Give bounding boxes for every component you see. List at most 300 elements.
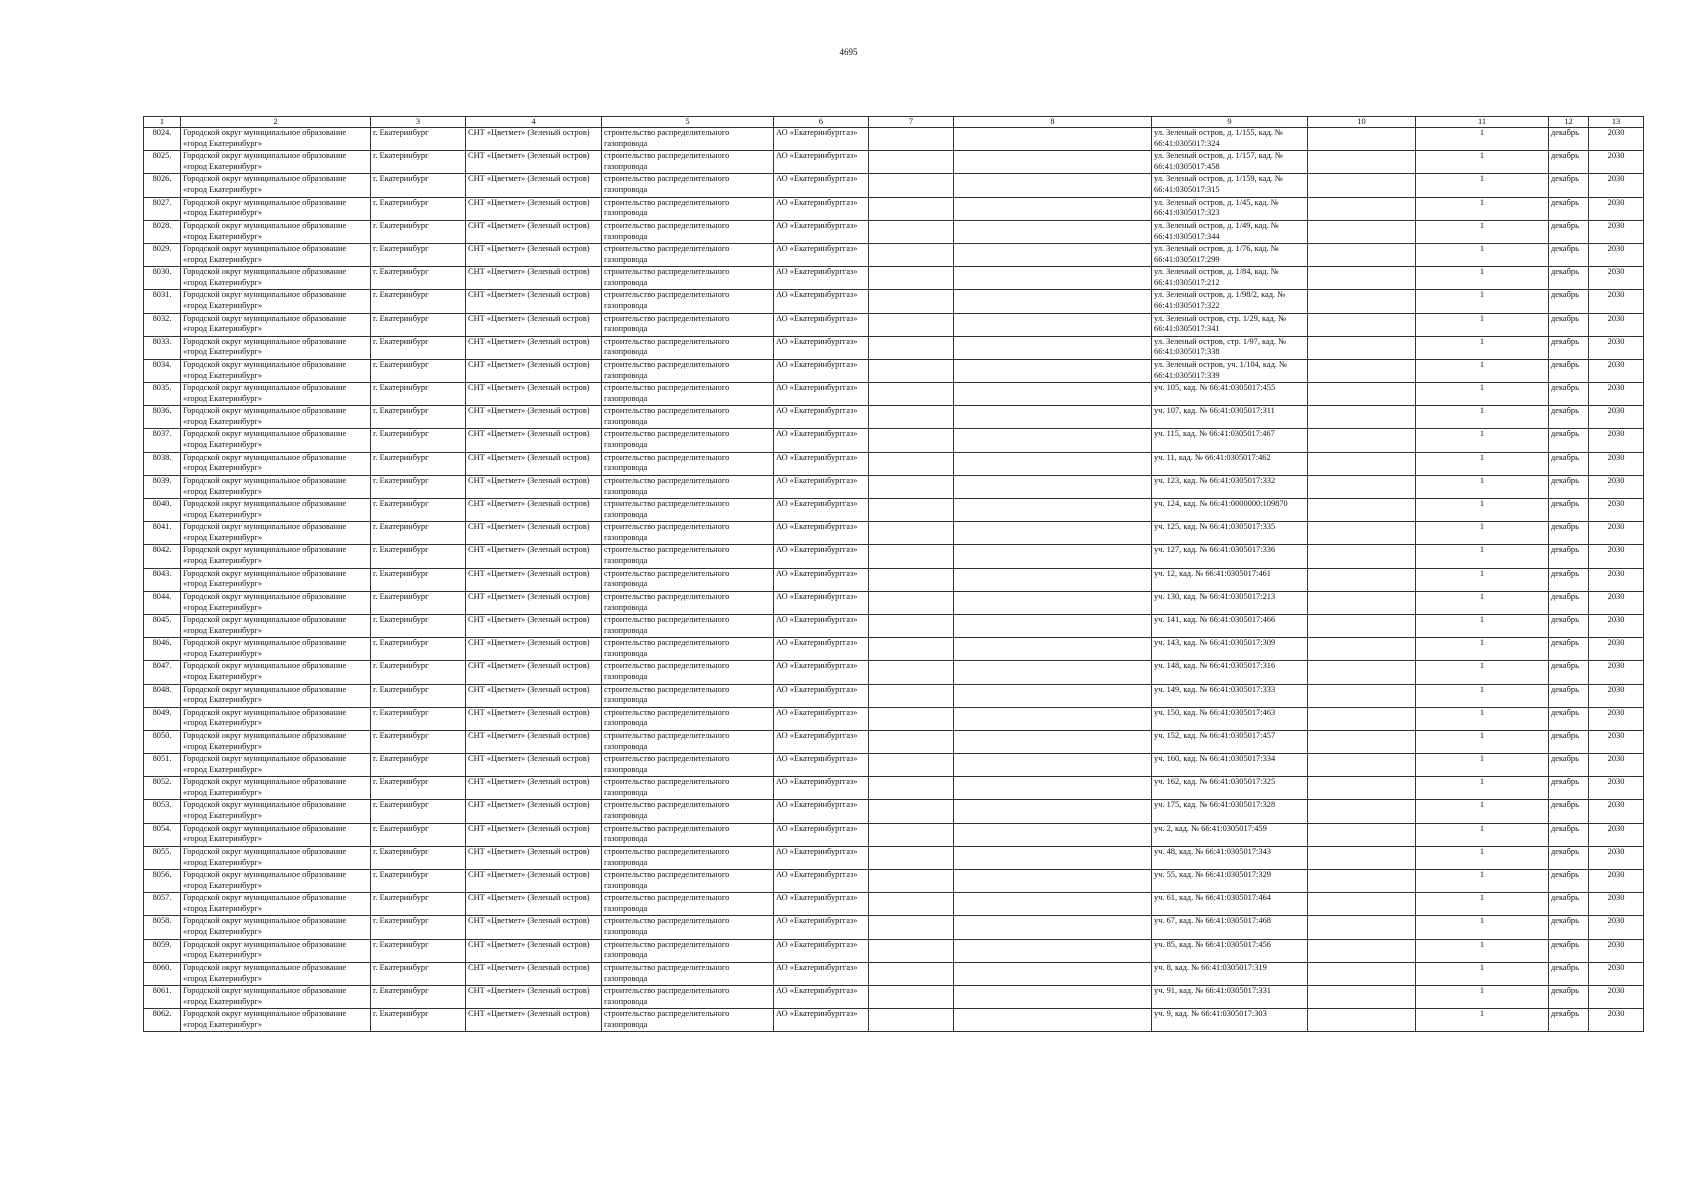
empty-cell [954,730,1152,753]
quantity-cell: 1 [1416,638,1549,661]
quantity-cell: 1 [1416,522,1549,545]
city-cell: г. Екатеринбург [371,638,466,661]
work-cell: строительство распределительного газопровода [602,429,774,452]
owner-cell: Городской округ муниципальное образование «город Екатеринбург» [181,336,371,359]
owner-cell: Городской округ муниципальное образование «город Екатеринбург» [181,197,371,220]
city-cell: г. Екатеринбург [371,591,466,614]
row-number-cell: 8028. [144,220,181,243]
snt-cell: СНТ «Цветмет» (Зеленый остров) [466,452,602,475]
empty-cell [954,916,1152,939]
work-cell: строительство распределительного газопровода [602,220,774,243]
quantity-cell: 1 [1416,730,1549,753]
table-row [144,846,1644,869]
owner-cell: Городской округ муниципальное образование «город Екатеринбург» [181,406,371,429]
quantity-cell: 1 [1416,197,1549,220]
address-cell: ул. Зеленый остров, стр. 1/29, кад. № 66:41:0305017:341 [1152,313,1308,336]
table-row [144,383,1644,406]
organization-cell: АО «Екатеринбурггаз» [774,777,869,800]
work-cell: строительство распределительного газопровода [602,197,774,220]
empty-cell [954,290,1152,313]
table-row [144,800,1644,823]
empty-cell [954,475,1152,498]
city-cell: г. Екатеринбург [371,522,466,545]
organization-cell: АО «Екатеринбурггаз» [774,568,869,591]
empty-cell [869,661,954,684]
snt-cell: СНТ «Цветмет» (Зеленый остров) [466,383,602,406]
table-row [144,870,1644,893]
header-cell: 1 [144,117,181,128]
empty-cell [1308,846,1416,869]
organization-cell: АО «Екатеринбурггаз» [774,499,869,522]
work-cell: строительство распределительного газопровода [602,568,774,591]
empty-cell [869,336,954,359]
quantity-cell: 1 [1416,429,1549,452]
address-cell: уч. 9, кад. № 66:41:0305017:303 [1152,1009,1308,1032]
header-cell: 7 [869,117,954,128]
snt-cell: СНТ «Цветмет» (Зеленый остров) [466,475,602,498]
organization-cell: АО «Екатеринбурггаз» [774,197,869,220]
year-cell: 2030 [1589,545,1644,568]
organization-cell: АО «Екатеринбурггаз» [774,591,869,614]
organization-cell: АО «Екатеринбурггаз» [774,870,869,893]
city-cell: г. Екатеринбург [371,174,466,197]
table-row [144,591,1644,614]
month-cell: декабрь [1549,893,1589,916]
table-row [144,406,1644,429]
owner-cell: Городской округ муниципальное образование «город Екатеринбург» [181,730,371,753]
year-cell: 2030 [1589,638,1644,661]
quantity-cell: 1 [1416,707,1549,730]
organization-cell: АО «Екатеринбурггаз» [774,962,869,985]
year-cell: 2030 [1589,800,1644,823]
empty-cell [954,243,1152,266]
empty-cell [1308,128,1416,151]
address-cell: ул. Зеленый остров, д. 1/157, кад. № 66:41:0305017:458 [1152,151,1308,174]
month-cell: декабрь [1549,290,1589,313]
row-number-cell: 8054. [144,823,181,846]
empty-cell [869,429,954,452]
organization-cell: АО «Екатеринбурггаз» [774,916,869,939]
city-cell: г. Екатеринбург [371,220,466,243]
snt-cell: СНТ «Цветмет» (Зеленый остров) [466,128,602,151]
month-cell: декабрь [1549,174,1589,197]
owner-cell: Городской округ муниципальное образование «город Екатеринбург» [181,151,371,174]
month-cell: декабрь [1549,916,1589,939]
table-row [144,707,1644,730]
work-cell: строительство распределительного газопровода [602,939,774,962]
row-number-cell: 8052. [144,777,181,800]
table-row [144,823,1644,846]
quantity-cell: 1 [1416,684,1549,707]
month-cell: декабрь [1549,730,1589,753]
quantity-cell: 1 [1416,499,1549,522]
table-row [144,1009,1644,1032]
month-cell: декабрь [1549,777,1589,800]
empty-cell [1308,707,1416,730]
address-cell: уч. 152, кад. № 66:41:0305017:457 [1152,730,1308,753]
table-row [144,336,1644,359]
work-cell: строительство распределительного газопровода [602,475,774,498]
year-cell: 2030 [1589,267,1644,290]
city-cell: г. Екатеринбург [371,661,466,684]
header-cell: 5 [602,117,774,128]
empty-cell [1308,243,1416,266]
organization-cell: АО «Екатеринбурггаз» [774,475,869,498]
empty-cell [1308,267,1416,290]
empty-cell [869,985,954,1008]
empty-cell [869,290,954,313]
organization-cell: АО «Екатеринбурггаз» [774,313,869,336]
work-cell: строительство распределительного газопровода [602,452,774,475]
address-cell: уч. 105, кад. № 66:41:0305017:455 [1152,383,1308,406]
address-cell: уч. 125, кад. № 66:41:0305017:335 [1152,522,1308,545]
organization-cell: АО «Екатеринбурггаз» [774,614,869,637]
empty-cell [869,870,954,893]
quantity-cell: 1 [1416,359,1549,382]
snt-cell: СНТ «Цветмет» (Зеленый остров) [466,684,602,707]
empty-cell [869,359,954,382]
empty-cell [954,313,1152,336]
row-number-cell: 8058. [144,916,181,939]
snt-cell: СНТ «Цветмет» (Зеленый остров) [466,893,602,916]
address-cell: уч. 162, кад. № 66:41:0305017:325 [1152,777,1308,800]
empty-cell [954,359,1152,382]
snt-cell: СНТ «Цветмет» (Зеленый остров) [466,151,602,174]
quantity-cell: 1 [1416,962,1549,985]
empty-cell [954,638,1152,661]
row-number-cell: 8056. [144,870,181,893]
empty-cell [1308,893,1416,916]
city-cell: г. Екатеринбург [371,336,466,359]
organization-cell: АО «Екатеринбурггаз» [774,800,869,823]
month-cell: декабрь [1549,638,1589,661]
header-row [144,117,1644,128]
snt-cell: СНТ «Цветмет» (Зеленый остров) [466,1009,602,1032]
snt-cell: СНТ «Цветмет» (Зеленый остров) [466,267,602,290]
quantity-cell: 1 [1416,777,1549,800]
row-number-cell: 8059. [144,939,181,962]
address-cell: уч. 48, кад. № 66:41:0305017:343 [1152,846,1308,869]
empty-cell [1308,1009,1416,1032]
organization-cell: АО «Екатеринбурггаз» [774,730,869,753]
month-cell: декабрь [1549,383,1589,406]
empty-cell [954,1009,1152,1032]
empty-cell [954,777,1152,800]
quantity-cell: 1 [1416,151,1549,174]
city-cell: г. Екатеринбург [371,359,466,382]
empty-cell [869,522,954,545]
table-row [144,614,1644,637]
month-cell: декабрь [1549,545,1589,568]
month-cell: декабрь [1549,846,1589,869]
row-number-cell: 8048. [144,684,181,707]
owner-cell: Городской округ муниципальное образование «город Екатеринбург» [181,383,371,406]
work-cell: строительство распределительного газопровода [602,614,774,637]
year-cell: 2030 [1589,220,1644,243]
work-cell: строительство распределительного газопровода [602,893,774,916]
city-cell: г. Екатеринбург [371,499,466,522]
empty-cell [869,499,954,522]
quantity-cell: 1 [1416,406,1549,429]
month-cell: декабрь [1549,243,1589,266]
empty-cell [869,962,954,985]
month-cell: декабрь [1549,962,1589,985]
empty-cell [954,939,1152,962]
quantity-cell: 1 [1416,614,1549,637]
empty-cell [869,684,954,707]
owner-cell: Городской округ муниципальное образование «город Екатеринбург» [181,568,371,591]
header-cell: 13 [1589,117,1644,128]
owner-cell: Городской округ муниципальное образование «город Екатеринбург» [181,1009,371,1032]
empty-cell [869,313,954,336]
empty-cell [1308,499,1416,522]
page-number: 4695 [839,47,858,57]
snt-cell: СНТ «Цветмет» (Зеленый остров) [466,290,602,313]
snt-cell: СНТ «Цветмет» (Зеленый остров) [466,730,602,753]
quantity-cell: 1 [1416,939,1549,962]
address-cell: ул. Зеленый остров, д. 1/49, кад. № 66:41:0305017:344 [1152,220,1308,243]
header-cell: 2 [181,117,371,128]
snt-cell: СНТ «Цветмет» (Зеленый остров) [466,870,602,893]
snt-cell: СНТ «Цветмет» (Зеленый остров) [466,916,602,939]
address-cell: ул. Зеленый остров, д. 1/45, кад. № 66:41:0305017:323 [1152,197,1308,220]
address-cell: уч. 124, кад. № 66:41:0000000:109870 [1152,499,1308,522]
work-cell: строительство распределительного газопровода [602,707,774,730]
city-cell: г. Екатеринбург [371,614,466,637]
address-cell: ул. Зеленый остров, д. 1/98/2, кад. № 66:41:0305017:322 [1152,290,1308,313]
row-number-cell: 8047. [144,661,181,684]
row-number-cell: 8050. [144,730,181,753]
organization-cell: АО «Екатеринбурггаз» [774,290,869,313]
row-number-cell: 8038. [144,452,181,475]
row-number-cell: 8031. [144,290,181,313]
city-cell: г. Екатеринбург [371,452,466,475]
organization-cell: АО «Екатеринбурггаз» [774,638,869,661]
address-cell: уч. 148, кад. № 66:41:0305017:316 [1152,661,1308,684]
snt-cell: СНТ «Цветмет» (Зеленый остров) [466,777,602,800]
empty-cell [954,823,1152,846]
snt-cell: СНТ «Цветмет» (Зеленый остров) [466,243,602,266]
owner-cell: Городской округ муниципальное образование «город Екатеринбург» [181,800,371,823]
year-cell: 2030 [1589,568,1644,591]
owner-cell: Городской округ муниципальное образование «город Екатеринбург» [181,267,371,290]
city-cell: г. Екатеринбург [371,939,466,962]
year-cell: 2030 [1589,777,1644,800]
work-cell: строительство распределительного газопровода [602,823,774,846]
organization-cell: АО «Екатеринбурггаз» [774,220,869,243]
city-cell: г. Екатеринбург [371,823,466,846]
year-cell: 2030 [1589,359,1644,382]
table-row [144,197,1644,220]
empty-cell [1308,591,1416,614]
year-cell: 2030 [1589,151,1644,174]
empty-cell [954,754,1152,777]
table-row [144,985,1644,1008]
empty-cell [869,1009,954,1032]
owner-cell: Городской округ муниципальное образование «город Екатеринбург» [181,475,371,498]
quantity-cell: 1 [1416,220,1549,243]
schedule-table [143,116,1644,1032]
city-cell: г. Екатеринбург [371,197,466,220]
empty-cell [869,128,954,151]
work-cell: строительство распределительного газопровода [602,128,774,151]
snt-cell: СНТ «Цветмет» (Зеленый остров) [466,499,602,522]
table-row [144,267,1644,290]
empty-cell [1308,174,1416,197]
empty-cell [1308,475,1416,498]
snt-cell: СНТ «Цветмет» (Зеленый остров) [466,823,602,846]
empty-cell [869,383,954,406]
month-cell: декабрь [1549,197,1589,220]
organization-cell: АО «Екатеринбурггаз» [774,545,869,568]
quantity-cell: 1 [1416,174,1549,197]
address-cell: уч. 175, кад. № 66:41:0305017:328 [1152,800,1308,823]
work-cell: строительство распределительного газопровода [602,730,774,753]
header-cell: 6 [774,117,869,128]
snt-cell: СНТ «Цветмет» (Зеленый остров) [466,661,602,684]
year-cell: 2030 [1589,823,1644,846]
work-cell: строительство распределительного газопровода [602,243,774,266]
city-cell: г. Екатеринбург [371,290,466,313]
empty-cell [1308,870,1416,893]
month-cell: декабрь [1549,406,1589,429]
snt-cell: СНТ «Цветмет» (Зеленый остров) [466,962,602,985]
empty-cell [869,174,954,197]
empty-cell [869,568,954,591]
owner-cell: Городской округ муниципальное образование «город Екатеринбург» [181,591,371,614]
month-cell: декабрь [1549,151,1589,174]
empty-cell [954,406,1152,429]
year-cell: 2030 [1589,475,1644,498]
row-number-cell: 8024. [144,128,181,151]
address-cell: ул. Зеленый остров, д. 1/159, кад. № 66:41:0305017:315 [1152,174,1308,197]
organization-cell: АО «Екатеринбурггаз» [774,846,869,869]
quantity-cell: 1 [1416,336,1549,359]
empty-cell [869,638,954,661]
empty-cell [869,614,954,637]
empty-cell [954,893,1152,916]
empty-cell [869,267,954,290]
work-cell: строительство распределительного газопровода [602,846,774,869]
quantity-cell: 1 [1416,823,1549,846]
owner-cell: Городской округ муниципальное образование «город Екатеринбург» [181,499,371,522]
address-cell: уч. 130, кад. № 66:41:0305017:213 [1152,591,1308,614]
empty-cell [954,220,1152,243]
snt-cell: СНТ «Цветмет» (Зеленый остров) [466,754,602,777]
quantity-cell: 1 [1416,985,1549,1008]
empty-cell [954,985,1152,1008]
month-cell: декабрь [1549,754,1589,777]
snt-cell: СНТ «Цветмет» (Зеленый остров) [466,406,602,429]
row-number-cell: 8040. [144,499,181,522]
owner-cell: Городской округ муниципальное образование «город Екатеринбург» [181,522,371,545]
snt-cell: СНТ «Цветмет» (Зеленый остров) [466,174,602,197]
work-cell: строительство распределительного газопровода [602,383,774,406]
organization-cell: АО «Екатеринбурггаз» [774,661,869,684]
city-cell: г. Екатеринбург [371,962,466,985]
owner-cell: Городской округ муниципальное образование «город Екатеринбург» [181,545,371,568]
work-cell: строительство распределительного газопровода [602,1009,774,1032]
snt-cell: СНТ «Цветмет» (Зеленый остров) [466,614,602,637]
quantity-cell: 1 [1416,846,1549,869]
work-cell: строительство распределительного газопровода [602,777,774,800]
year-cell: 2030 [1589,985,1644,1008]
empty-cell [954,128,1152,151]
empty-cell [1308,823,1416,846]
quantity-cell: 1 [1416,870,1549,893]
owner-cell: Городской округ муниципальное образование «город Екатеринбург» [181,870,371,893]
snt-cell: СНТ «Цветмет» (Зеленый остров) [466,359,602,382]
year-cell: 2030 [1589,684,1644,707]
owner-cell: Городской округ муниципальное образование «город Екатеринбург» [181,313,371,336]
row-number-cell: 8027. [144,197,181,220]
snt-cell: СНТ «Цветмет» (Зеленый остров) [466,568,602,591]
month-cell: декабрь [1549,800,1589,823]
empty-cell [1308,197,1416,220]
year-cell: 2030 [1589,197,1644,220]
row-number-cell: 8046. [144,638,181,661]
month-cell: декабрь [1549,336,1589,359]
empty-cell [1308,383,1416,406]
snt-cell: СНТ «Цветмет» (Зеленый остров) [466,220,602,243]
month-cell: декабрь [1549,985,1589,1008]
owner-cell: Городской округ муниципальное образование «город Екатеринбург» [181,684,371,707]
quantity-cell: 1 [1416,475,1549,498]
address-cell: уч. 67, кад. № 66:41:0305017:468 [1152,916,1308,939]
header-cell: 3 [371,117,466,128]
organization-cell: АО «Екатеринбурггаз» [774,939,869,962]
year-cell: 2030 [1589,522,1644,545]
month-cell: декабрь [1549,1009,1589,1032]
address-cell: уч. 127, кад. № 66:41:0305017:336 [1152,545,1308,568]
row-number-cell: 8053. [144,800,181,823]
quantity-cell: 1 [1416,313,1549,336]
empty-cell [1308,336,1416,359]
year-cell: 2030 [1589,939,1644,962]
empty-cell [954,614,1152,637]
table-body [144,128,1644,1032]
row-number-cell: 8044. [144,591,181,614]
year-cell: 2030 [1589,452,1644,475]
empty-cell [1308,730,1416,753]
empty-cell [869,197,954,220]
row-number-cell: 8049. [144,707,181,730]
empty-cell [954,545,1152,568]
organization-cell: АО «Екатеринбурггаз» [774,893,869,916]
address-cell: уч. 123, кад. № 66:41:0305017:332 [1152,475,1308,498]
year-cell: 2030 [1589,128,1644,151]
year-cell: 2030 [1589,730,1644,753]
empty-cell [1308,151,1416,174]
city-cell: г. Екатеринбург [371,754,466,777]
empty-cell [1308,638,1416,661]
month-cell: декабрь [1549,475,1589,498]
empty-cell [869,220,954,243]
work-cell: строительство распределительного газопровода [602,151,774,174]
work-cell: строительство распределительного газопровода [602,313,774,336]
month-cell: декабрь [1549,823,1589,846]
year-cell: 2030 [1589,893,1644,916]
work-cell: строительство распределительного газопровода [602,267,774,290]
table-row [144,220,1644,243]
table-row [144,359,1644,382]
empty-cell [1308,916,1416,939]
snt-cell: СНТ «Цветмет» (Зеленый остров) [466,800,602,823]
header-cell: 10 [1308,117,1416,128]
empty-cell [954,800,1152,823]
address-cell: уч. 55, кад. № 66:41:0305017:329 [1152,870,1308,893]
empty-cell [1308,962,1416,985]
